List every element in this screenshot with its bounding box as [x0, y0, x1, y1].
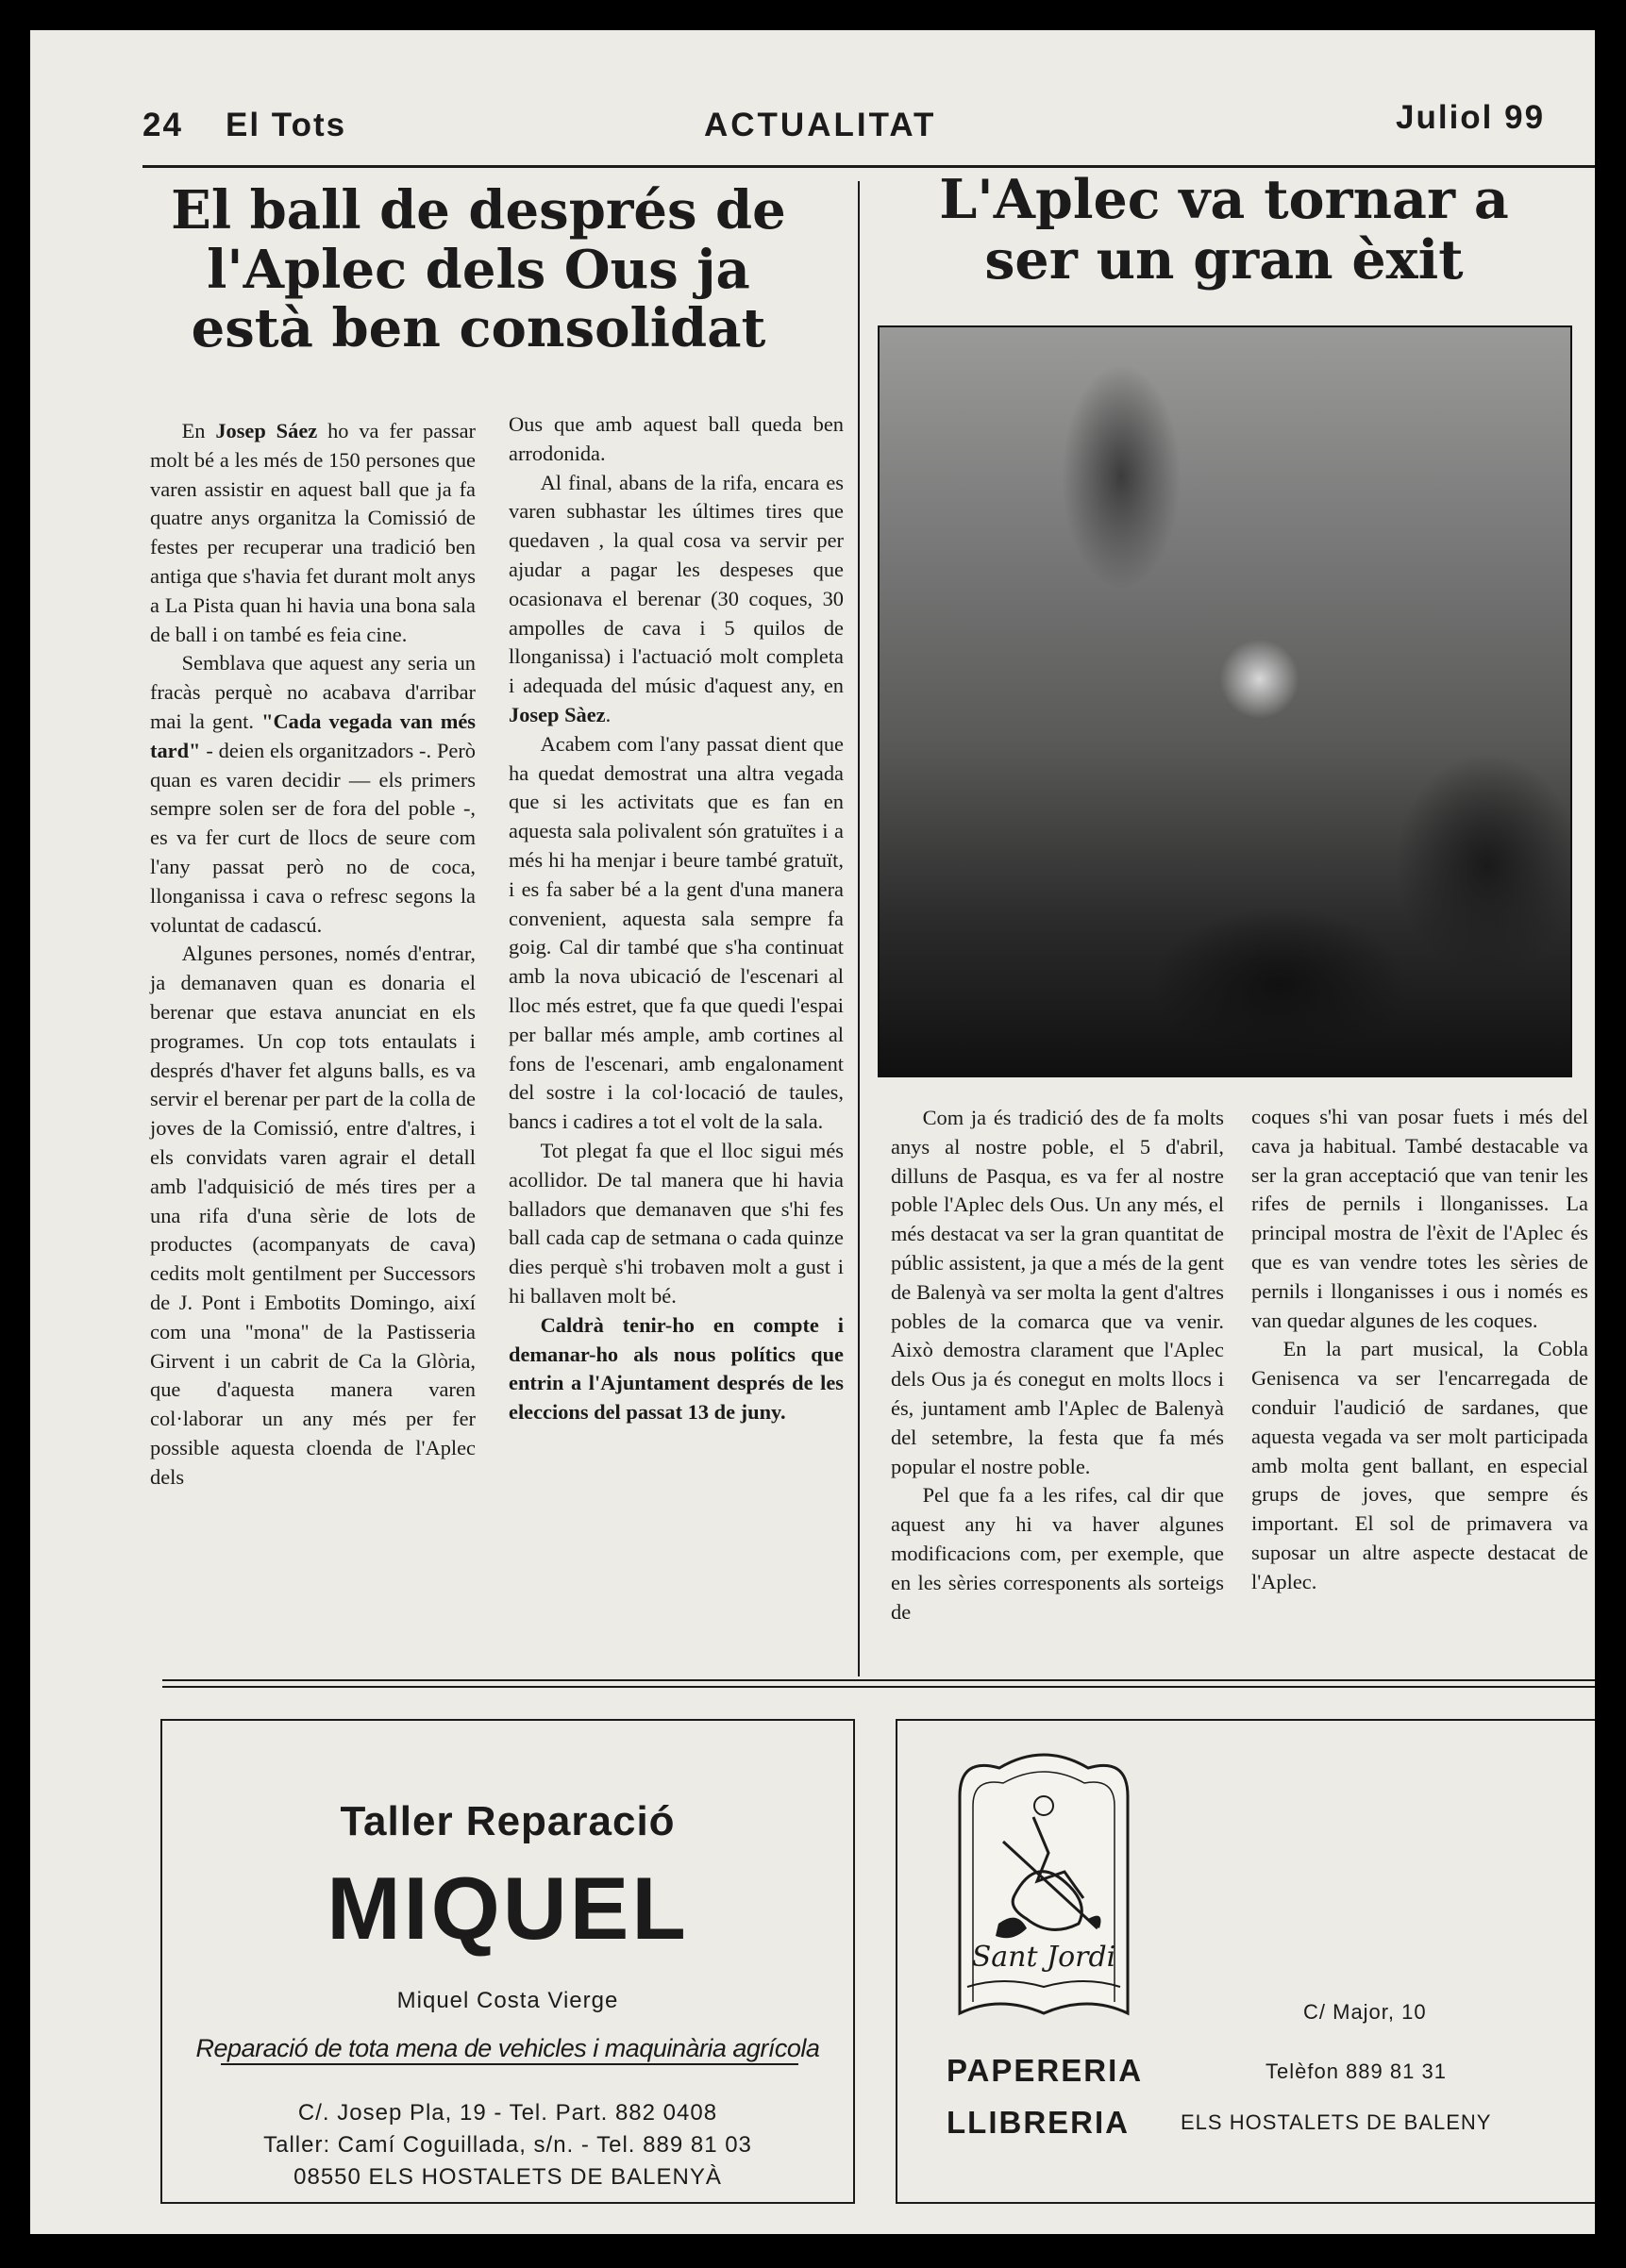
article-paragraph: Acabem com l'any passat dient que ha quedat demostrat una altra vegada que si les activitats que es fan en aquesta sala polivalent són gratuïtes i a més hi ha menjar i beure també gratuït, i es fa saber bé a la gent d'una manera convenient, aquesta sala sempre fa goig. Cal dir també que s'ha continuat amb la nova ubicació de l'escenari al lloc més estret, que fa que quedi l'espai per ballar més ample, amb cortines al fons de l'escenari, amb engalonament del sostre i la col·locació de taules, bancs i cadires a tot el volt de la sala.: [509, 731, 844, 1134]
logo-text: Sant Jordi: [971, 1941, 1116, 1974]
article-paragraph: Caldrà tenir-ho en compte i demanar-ho als nous polítics que entrin a l'Ajuntament després de les eleccions del passat 13 de juny.: [509, 1312, 844, 1425]
aplec-crowd-photo: [878, 325, 1572, 1077]
article-paragraph: Semblava que aquest any seria un fracàs perquè no acabava d'arribar mai la gent. "Cada vegada van més tard" - deien els organitzadors -. Però quan es varen decidir — els primers sempre solen ser de fora del poble -, es va fer curt de llocs de seure com l'any passat però no de coca, llonganissa i cava o refresc segons la voluntat de cadascú.: [150, 651, 476, 937]
article-paragraph: Al final, abans de la rifa, encara es varen subhastar les últimes tires que quedaven , la qual cosa va servir per ajudar a pagar les despeses que ocasionava el berenar (30 coques, 30 ampolles de cava i 5 quilos de llonganissa) i l'actuació molt completa i adequada del músic d'aquest any, en Josep Sàez.: [509, 470, 844, 726]
publication-name: El Tots: [226, 107, 347, 143]
ad-owner-name: Miquel Costa Vierge: [396, 1988, 619, 2013]
article-paragraph: Com ja és tradició des de fa molts anys al nostre poble, el 5 d'abril, dilluns de Pasqua, es va fer al nostre poble l'Aplec dels Ous. Un any més, el més destacat va ser la gran quantitat de públic assistent, ja que a més de la gent de Balenyà va ser molta la gent d'altres pobles de la comarca que va venir. Això demostra clarament que l'Aplec dels Ous ja és conegut en molts llocs i és, juntament amb l'Aplec de Balenyà del setembre, la festa que fa més popular el nostre poble.: [891, 1106, 1224, 1478]
article-paragraph: Tot plegat fa que el lloc sigui més acollidor. De tal manera que hi havia balladors que demanaven que s'hi fes ball cada cap de setmana o cada quinze dies perquè s'hi trobaven molt a gust i hi ballaven molt bé.: [509, 1138, 844, 1308]
ad-papereria-sant-jordi: [896, 1719, 1595, 2204]
article-paragraph: Ous que amb aquest ball queda ben arrodonida.: [509, 412, 844, 465]
ad-tagline-underline: [221, 2063, 798, 2065]
ad-tagline: Reparació de tota mena de vehicles i maquinària agrícola: [195, 2034, 820, 2062]
left-headline: El ball de després de l'Aplec dels Ous ja està ben consolidat: [171, 179, 786, 360]
ad-taller-miquel: [160, 1719, 855, 2204]
bottom-rule-2: [162, 1686, 1595, 1688]
right-headline: L'Aplec va tornar a ser un gran èxit: [939, 168, 1509, 292]
article-paragraph: Algunes persones, només d'entrar, ja demanaven quan es donaria el berenar que estava anunciat en els programes. Un cop tots entaulats i després d'haver fet alguns balls, es va servir el berenar per part de la colla de joves de la Comissió, entre d'altres, i els convidats varen agrair el detall amb l'adquisició de més tires per a una rifa d'una sèrie de lots de productes (acompanyats de cava) cedits molt gentilment per Successors de J. Pont i Embotits Domingo, així com una "mona" de la Pastisseria Girvent i un cabrit de Ca la Glòria, que d'aquesta manera varen col·laborar un any més per fer possible aquesta cloenda de l'Aplec dels: [150, 942, 476, 1489]
issue-date: Juliol 99: [1396, 99, 1546, 136]
ad-town: ELS HOSTALETS DE BALENY: [1181, 2110, 1492, 2134]
ad-street: C/ Major, 10: [1303, 2000, 1427, 2024]
left-article-col1: [150, 417, 476, 1492]
article-paragraph: Pel que fa a les rifes, cal dir que aquest any hi va haver algunes modificacions com, per exemple, que en les sèries corresponents als sorteigs de: [891, 1483, 1224, 1624]
bottom-rule: [162, 1679, 1595, 1681]
ad-address-3: 08550 ELS HOSTALETS DE BALENYÀ: [293, 2164, 722, 2190]
ad-taller-line: Taller Reparació: [340, 1798, 676, 1844]
ad-llibreria: LLIBRERIA: [947, 2105, 1130, 2140]
ad-miquel-name: MIQUEL: [327, 1859, 689, 1958]
column-divider: [858, 181, 860, 1676]
ad-phone: Telèfon 889 81 31: [1266, 2060, 1447, 2083]
ad-address-1: C/. Josep Pla, 19 - Tel. Part. 882 0408: [297, 2100, 718, 2126]
right-article-col2: [1251, 1103, 1588, 1597]
ad-papereria: PAPERERIA: [947, 2053, 1144, 2088]
newspaper-page: [30, 30, 1595, 2234]
article-paragraph: En la part musical, la Cobla Genisenca va ser l'encarregada de conduir l'audició de sardanes, que aquesta vegada va ser molt participada amb molta gent ballant, en especial grups de joves, que sempre és important. El sol de primavera va suposar un altre aspecte destacat de l'Aplec.: [1251, 1337, 1588, 1593]
ad-address-2: Taller: Camí Coguillada, s/n. - Tel. 889 81 03: [263, 2132, 752, 2158]
article-paragraph: coques s'hi van posar fuets i més del cava ja habitual. També destacable va ser la gran acceptació que van tenir les rifes de pernils i llonganisses. La principal mostra de l'èxit de l'Aplec és que es van vendre totes les sèries de pernils i llonganisses i ous i només es van quedar algunes de les coques.: [1251, 1105, 1588, 1332]
section-title: ACTUALITAT: [704, 107, 937, 143]
article-paragraph: En Josep Sáez ho va fer passar molt bé a les més de 150 persones que varen assistir en aquest ball que ja fa quatre anys organitza la Comissió de festes per recuperar una tradició ben antiga que s'havia fet durant molt anys a La Pista quan hi havia una bona sala de ball i on també es feia cine.: [150, 419, 476, 646]
sant-jordi-logo: [947, 1740, 1141, 2028]
right-article-col1: [891, 1104, 1224, 1626]
page-number: 24: [142, 107, 183, 143]
left-article-col2: [509, 410, 844, 1427]
